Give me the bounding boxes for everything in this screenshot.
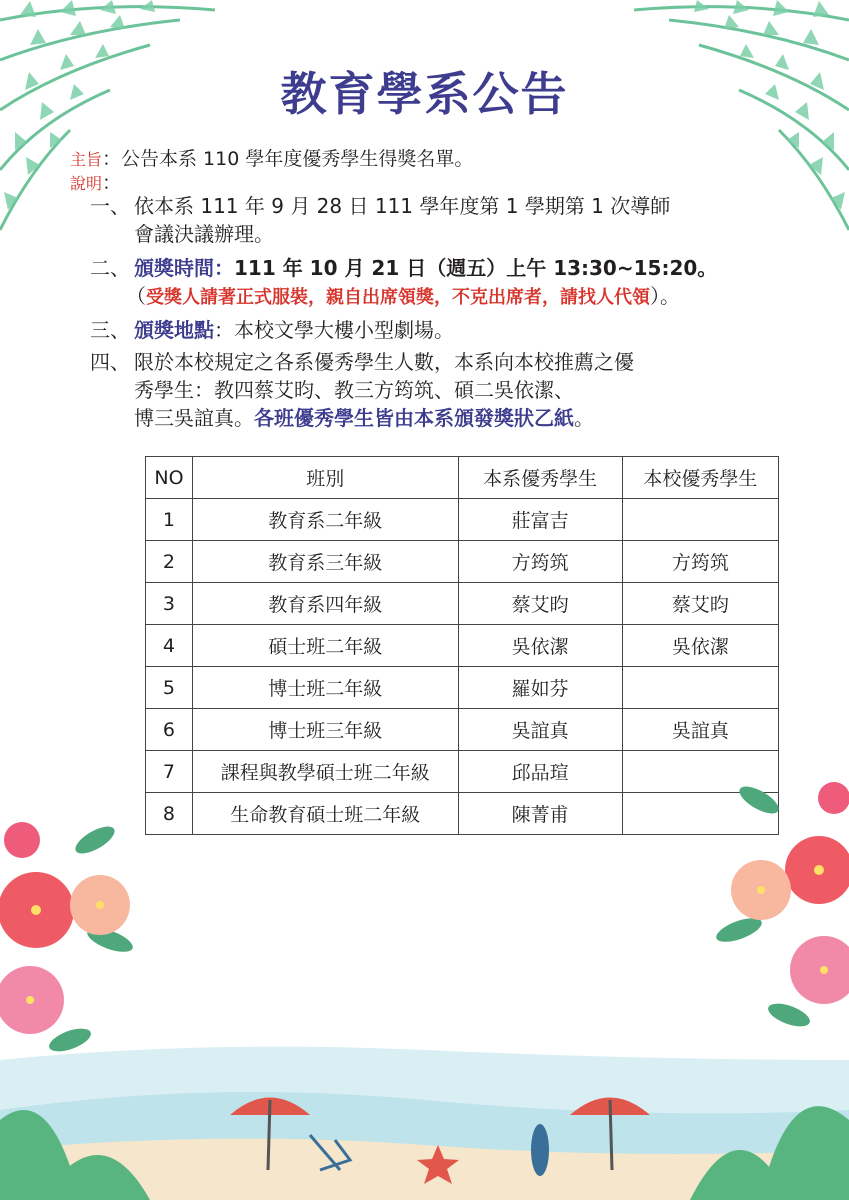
award-table (145, 456, 779, 835)
cell-dept-student: 蔡艾昀 (458, 583, 622, 625)
cell-dept-student: 邱品瑄 (458, 751, 622, 793)
list-item (90, 254, 790, 312)
item-text: 會議決議辦理。 (134, 222, 274, 246)
item-text: 依本系 111 年 9 月 28 日 111 學年度第 1 學期第 1 次導師 (134, 194, 671, 218)
item-number: 四、 (90, 350, 130, 374)
cell-school-student (622, 499, 778, 541)
hibiscus-flowers-right (699, 780, 849, 1040)
cell-dept-student: 方筠筑 (458, 541, 622, 583)
cell-dept-student: 吳誼真 (458, 709, 622, 751)
cell-school-student (622, 667, 778, 709)
cell-school-student: 吳依潔 (622, 625, 778, 667)
item-text: 限於本校規定之各系優秀學生人數，本系向本校推薦之優 (134, 350, 634, 374)
cell-class: 生命教育碩士班二年級 (192, 793, 458, 835)
award-time-value: 111 年 10 月 21 日（週五）上午 13:30~15:20。 (234, 256, 718, 280)
list-item (90, 348, 790, 432)
item-number: 二、 (90, 256, 130, 280)
note-open: （ (126, 284, 146, 308)
beach-scene (0, 1020, 849, 1200)
explanation-list (90, 192, 790, 432)
item-number: 三、 (90, 318, 130, 342)
cell-class: 博士班二年級 (192, 667, 458, 709)
cell-dept-student: 吳依潔 (458, 625, 622, 667)
col-header-class: 班別 (192, 457, 458, 499)
cell-no: 7 (146, 751, 193, 793)
cell-no: 4 (146, 625, 193, 667)
cell-no: 3 (146, 583, 193, 625)
cell-school-student: 蔡艾昀 (622, 583, 778, 625)
col-header-dept-student: 本系優秀學生 (458, 457, 622, 499)
cell-class: 博士班三年級 (192, 709, 458, 751)
table-row (146, 667, 779, 709)
explain-label: 說明 (70, 174, 103, 193)
cell-dept-student: 陳菁甫 (458, 793, 622, 835)
cell-no: 1 (146, 499, 193, 541)
explain-colon: ： (102, 172, 122, 194)
list-item (90, 316, 790, 344)
table-row (146, 751, 779, 793)
subject-text: ：公告本系 110 學年度優秀學生得獎名單。 (102, 148, 474, 170)
cell-class: 碩士班二年級 (192, 625, 458, 667)
item-text: 博三吳誼真。 (134, 406, 254, 430)
cell-no: 5 (146, 667, 193, 709)
page-title: 教育學系公告 (280, 67, 569, 121)
note-close: ）。 (650, 284, 680, 308)
cell-class: 教育系四年級 (192, 583, 458, 625)
cell-school-student: 方筠筑 (622, 541, 778, 583)
cell-class: 教育系二年級 (192, 499, 458, 541)
item-text: 秀學生：教四蔡艾昀、教三方筠筑、碩二吳依潔、 (134, 378, 574, 402)
subject-label: 主旨 (70, 150, 103, 169)
item-number: 一、 (90, 194, 130, 218)
certificate-note: 各班優秀學生皆由本系頒發獎狀乙紙 (254, 406, 574, 430)
table-row (146, 625, 779, 667)
table-row (146, 793, 779, 835)
cell-dept-student: 羅如芬 (458, 667, 622, 709)
award-place-label: 頒獎地點 (134, 318, 214, 342)
cell-no: 6 (146, 709, 193, 751)
table-row (146, 541, 779, 583)
item-text: 。 (574, 406, 594, 430)
list-item (90, 192, 790, 248)
table-row (146, 583, 779, 625)
award-time-label: 頒獎時間： (134, 256, 234, 280)
table-row (146, 709, 779, 751)
dress-code-note: 受獎人請著正式服裝，親自出席領獎，不克出席者，請找人代領 (146, 287, 650, 308)
cell-dept-student: 莊富吉 (458, 499, 622, 541)
table-row (146, 499, 779, 541)
table-header-row (146, 457, 779, 499)
subject-line (70, 146, 473, 173)
cell-no: 2 (146, 541, 193, 583)
cell-no: 8 (146, 793, 193, 835)
col-header-school-student: 本校優秀學生 (622, 457, 778, 499)
award-place-value: ：本校文學大樓小型劇場。 (214, 318, 454, 342)
cell-class: 教育系三年級 (192, 541, 458, 583)
cell-class: 課程與教學碩士班二年級 (192, 751, 458, 793)
cell-school-student: 吳誼真 (622, 709, 778, 751)
col-header-no: NO (146, 457, 193, 499)
